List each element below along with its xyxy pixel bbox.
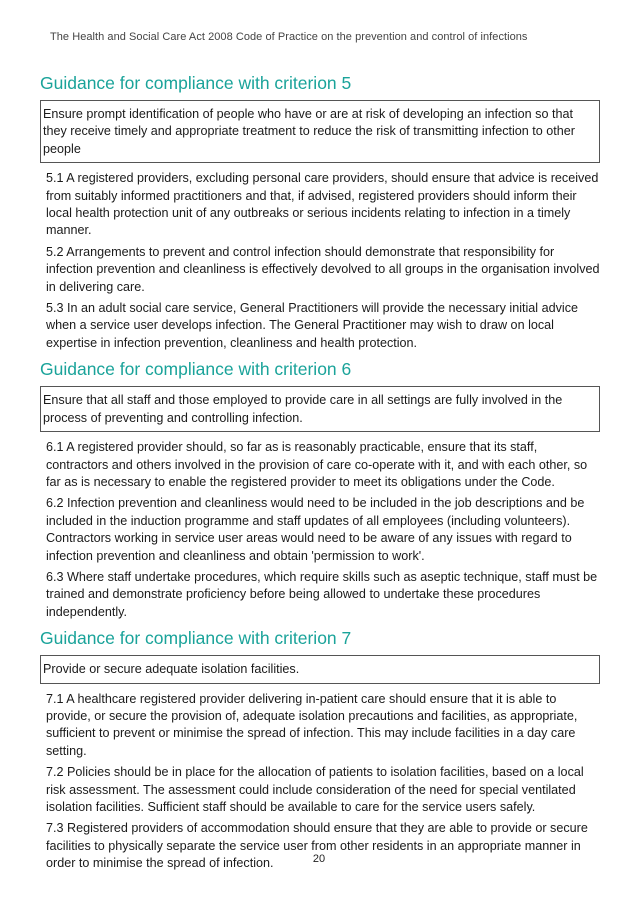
- criterion-box: Provide or secure adequate isolation facilities.: [40, 655, 600, 683]
- guidance-paragraph: 7.1 A healthcare registered provider delivering in-patient care should ensure that it is able to provide, or secure the provision of, adequate isolation precautions and facilities, as appropriate, sufficient to prevent or minimise the spread of infection. This may include facilities in a day care setting.: [46, 691, 578, 758]
- guidance-paragraph: 5.2 Arrangements to prevent and control infection should demonstrate that responsibility for infection prevention and cleanliness is effectively devolved to all groups in the organisation involved in delivering care.: [46, 244, 600, 294]
- guidance-paragraph: 5.1 A registered providers, excluding personal care providers, should ensure that advice is received from suitably informed practitioners and that, if advised, registered providers should inform their local health protection unit of any outbreaks or serious incidents relating to infection in a timely manner.: [46, 171, 599, 238]
- guidance-paragraph: 7.2 Policies should be in place for the allocation of patients to isolation facilities, based on a local risk assessment. The assessment could include consideration of the need for special ventilated isolation facilities. Sufficient staff should be available to care for the service users safely.: [46, 765, 584, 814]
- guidance-paragraph: 5.3 In an adult social care service, General Practitioners will provide the necessary initial advice when a service user develops infection. The General Practitioner may wish to draw on local expertise in infection prevention, cleanliness and health protection.: [46, 301, 578, 350]
- section-heading: Guidance for compliance with criterion 7: [40, 628, 352, 649]
- guidance-paragraph: 6.1 A registered provider should, so far as is reasonably practicable, ensure that its staff, contractors and others involved in the provision of care co-operate with it, and with each other, so far as is necessary to enable the registered provider to meet its obligations under the Code.: [46, 440, 588, 489]
- page-content: [40, 72, 600, 879]
- criterion-box: Ensure prompt identification of people who have or are at risk of developing an infection so that they receive timely and appropriate treatment to reduce the risk of transmitting infection to other people: [40, 100, 600, 163]
- guidance-paragraph: 6.3 Where staff undertake procedures, which require skills such as aseptic technique, staff must be trained and demonstrate proficiency before being allowed to undertake these procedures independently.: [46, 569, 598, 619]
- guidance-paragraph: 7.3 Registered providers of accommodation should ensure that they are able to provide or secure facilities to physically separate the service user from other residents in an appropriate manner in order to minimise the spread of infection.: [46, 821, 588, 871]
- criterion-5-section: [40, 72, 600, 352]
- criterion-box: Ensure that all staff and those employed to provide care in all settings are fully involved in the process of preventing and controlling infection.: [40, 386, 600, 432]
- section-heading: Guidance for compliance with criterion 5: [40, 73, 352, 93]
- page-number: 20: [312, 853, 326, 865]
- guidance-paragraph: 6.2 Infection prevention and cleanliness would need to be included in the job descriptions and be included in the induction programme and staff updates of all employees (including volunteers). Contractors working in service user areas would need to be aware of any issues with regard to infection prevention and cleanliness and obtain 'permission to work'.: [46, 496, 585, 563]
- section-heading: Guidance for compliance with criterion 6: [40, 359, 352, 380]
- criterion-6-section: [40, 358, 600, 621]
- running-header: The Health and Social Care Act 2008 Code of Practice on the prevention and control of infections: [50, 31, 528, 43]
- criterion-7-section: [40, 627, 600, 872]
